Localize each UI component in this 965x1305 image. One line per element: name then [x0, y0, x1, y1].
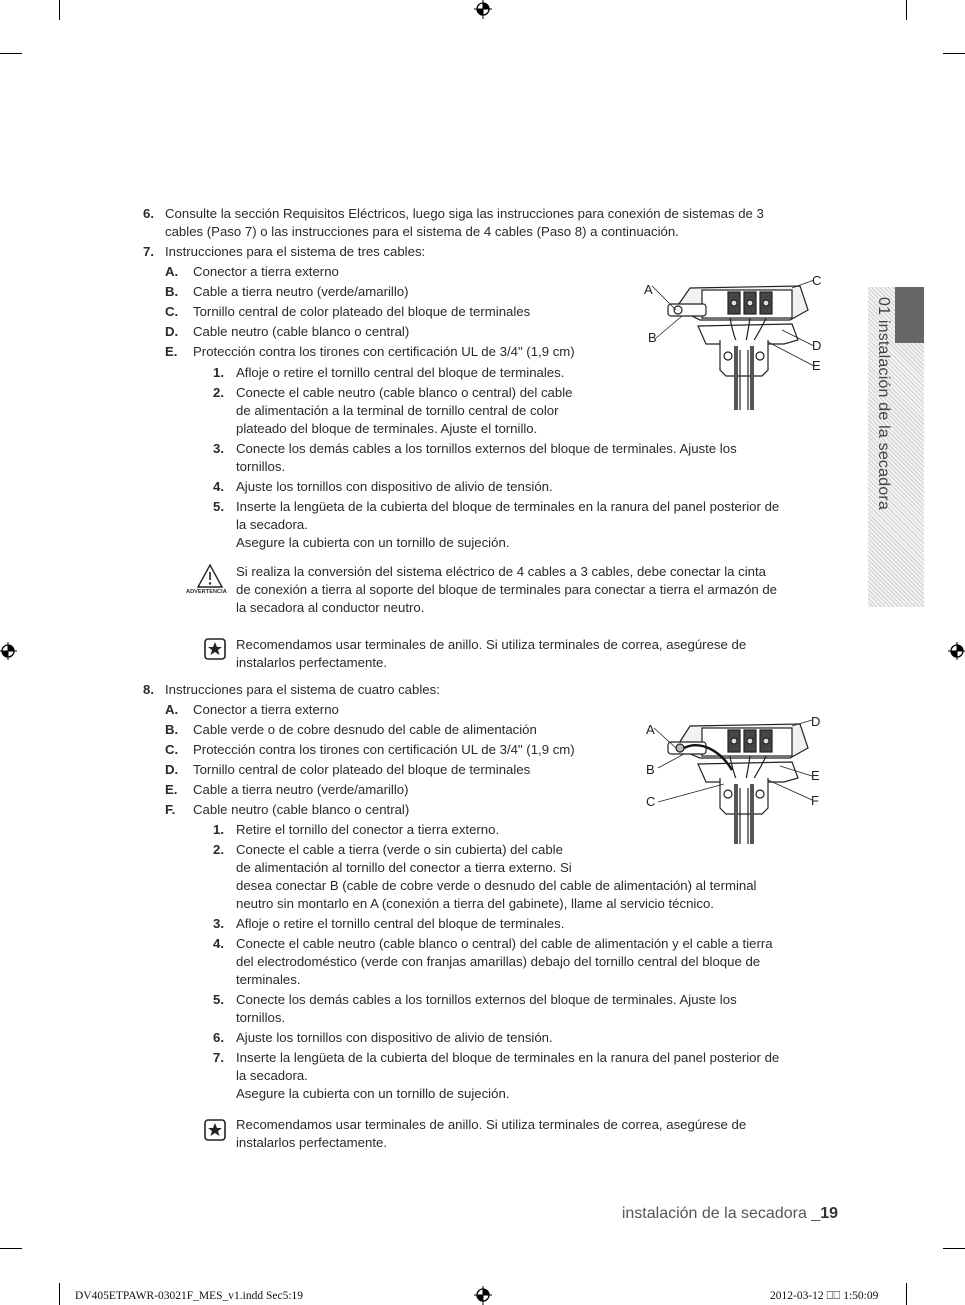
- part-text: Cable neutro (cable blanco o central): [193, 324, 410, 339]
- warning-label: ADVERTENCIA: [186, 589, 227, 595]
- part-text: Cable verde o de cobre desnudo del cable de alimentación: [193, 722, 537, 737]
- registration-mark-icon: [945, 640, 965, 662]
- substep-number: 4.: [213, 479, 224, 494]
- substep-text: plateado del bloque de terminales. Ajuste el tornillo.: [236, 421, 538, 436]
- substep-text: neutro sin montarlo en A (conexión a tierra del gabinete), llame al servicio técnico.: [236, 896, 714, 911]
- substep-text: Afloje o retire el tornillo central del bloque de terminales.: [236, 916, 565, 931]
- diagram-label: D: [812, 338, 822, 353]
- crop-mark: [59, 0, 60, 20]
- note-text: Recomendamos usar terminales de anillo. Si utiliza terminales de correa, asegúrese de: [236, 1117, 747, 1132]
- substep-number: 2.: [213, 385, 224, 400]
- substep-text: la secadora.: [236, 1068, 308, 1083]
- step-title: Instrucciones para el sistema de tres cables:: [165, 244, 426, 259]
- substep-number: 3.: [213, 916, 224, 931]
- part-letter: B.: [165, 722, 179, 737]
- substep-text: Conecte los demás cables a los tornillos externos del bloque de terminales. Ajuste los: [236, 441, 737, 456]
- part-text: Conector a tierra externo: [193, 264, 339, 279]
- substep-text: Retire el tornillo del conector a tierra externo.: [236, 822, 500, 837]
- note-text: instalarlos perfectamente.: [236, 1135, 387, 1150]
- part-letter: B.: [165, 284, 179, 299]
- part-letter: D.: [165, 324, 179, 339]
- part-text: Tornillo central de color plateado del bloque de terminales: [193, 762, 531, 777]
- part-text: Tornillo central de color plateado del bloque de terminales: [193, 304, 531, 319]
- substep-text: del electrodoméstico (verde con franjas amarillas) debajo del tornillo central del bloque de: [236, 954, 761, 969]
- substep-text: Conecte el cable neutro (cable blanco o central) del cable de alimentación y el cable a tierra: [236, 936, 773, 951]
- part-letter: E.: [165, 344, 178, 359]
- warning-text: la secadora al conductor neutro.: [236, 600, 425, 615]
- part-text: Cable a tierra neutro (verde/amarillo): [193, 284, 409, 299]
- substep-text: Inserte la lengüeta de la cubierta del bloque de terminales en la ranura del panel posterior de: [236, 1050, 780, 1065]
- substep-text: tornillos.: [236, 459, 286, 474]
- substep-number: 5.: [213, 992, 224, 1007]
- diagram-label: C: [646, 794, 656, 809]
- substep-text: tornillos.: [236, 1010, 286, 1025]
- part-text: Conector a tierra externo: [193, 702, 339, 717]
- substep-number: 7.: [213, 1050, 224, 1065]
- part-letter: F.: [165, 802, 176, 817]
- substep-number: 6.: [213, 1030, 224, 1045]
- substep-text: Conecte el cable a tierra (verde o sin cubierta) del cable: [236, 842, 563, 857]
- step-text: Consulte la sección Requisitos Eléctricos, luego siga las instrucciones para conexión de sistemas de 3: [165, 206, 764, 221]
- warning-text: Si realiza la conversión del sistema eléctrico de 4 cables a 3 cables, debe conectar la cinta: [236, 564, 766, 579]
- part-letter: C.: [165, 742, 179, 757]
- part-letter: D.: [165, 762, 179, 777]
- part-text: Cable a tierra neutro (verde/amarillo): [193, 782, 409, 797]
- part-text: Cable neutro (cable blanco o central): [193, 802, 410, 817]
- substep-number: 5.: [213, 499, 224, 514]
- part-letter: A.: [165, 702, 179, 717]
- substep-text: Conecte los demás cables a los tornillos externos del bloque de terminales. Ajuste los: [236, 992, 737, 1007]
- note-star-icon: [204, 637, 226, 661]
- step-title: Instrucciones para el sistema de cuatro cables:: [165, 682, 440, 697]
- substep-number: 2.: [213, 842, 224, 857]
- warning-text: de conexión a tierra al soporte del bloque de terminales para conectar a tierra el armazón de: [236, 582, 778, 597]
- side-tab-label: 01 instalación de la secadora: [875, 297, 892, 511]
- substep-text: desea conectar B (cable de cobre verde o desnudo del cable de alimentación) al terminal: [236, 878, 757, 893]
- diagram-label: E: [812, 358, 821, 373]
- diagram-label: A: [646, 722, 655, 737]
- diagram-label: E: [811, 768, 820, 783]
- diagram-label: B: [648, 330, 657, 345]
- step-number: 8.: [143, 682, 154, 697]
- registration-mark-icon: [472, 1285, 494, 1305]
- crop-mark: [906, 0, 907, 20]
- substep-text: Ajuste los tornillos con dispositivo de alivio de tensión.: [236, 479, 553, 494]
- page-footer: [560, 1205, 838, 1223]
- diagram-label: F: [811, 793, 819, 808]
- substep-text: de alimentación a la terminal de tornillo central de color: [236, 403, 559, 418]
- part-letter: A.: [165, 264, 179, 279]
- step-number: 6.: [143, 206, 154, 221]
- crop-mark: [943, 1248, 965, 1249]
- substep-text: Asegure la cubierta con un tornillo de sujeción.: [236, 535, 510, 550]
- four-wire-diagram: [640, 710, 830, 850]
- diagram-label: D: [811, 714, 821, 729]
- substep-text: Ajuste los tornillos con dispositivo de alivio de tensión.: [236, 1030, 553, 1045]
- substep-text: terminales.: [236, 972, 301, 987]
- crop-mark: [943, 53, 965, 54]
- page-number: 19: [820, 1205, 838, 1222]
- three-wire-diagram: [640, 270, 830, 420]
- substep-number: 4.: [213, 936, 224, 951]
- crop-mark: [0, 53, 22, 54]
- note-star-icon: [204, 1118, 226, 1142]
- substep-text: Conecte el cable neutro (cable blanco o central) del cable: [236, 385, 573, 400]
- step-number: 7.: [143, 244, 154, 259]
- part-text: Protección contra los tirones con certificación UL de 3/4" (1,9 cm): [193, 344, 575, 359]
- substep-text: Afloje o retire el tornillo central del bloque de terminales.: [236, 365, 565, 380]
- crop-mark: [59, 1283, 60, 1305]
- note-text: Recomendamos usar terminales de anillo. Si utiliza terminales de correa, asegúrese de: [236, 637, 747, 652]
- registration-mark-icon: [472, 0, 494, 20]
- substep-text: de alimentación al tornillo del conector a tierra externo. Si: [236, 860, 572, 875]
- warning-icon: [196, 563, 224, 589]
- print-file-info: DV405ETPAWR-03021F_MES_v1.indd Sec5:19: [75, 1290, 304, 1302]
- part-text: Protección contra los tirones con certificación UL de 3/4" (1,9 cm): [193, 742, 575, 757]
- substep-number: 3.: [213, 441, 224, 456]
- registration-mark-icon: [0, 640, 20, 662]
- side-tab-marker: [895, 287, 924, 343]
- part-letter: C.: [165, 304, 179, 319]
- step-text: cables (Paso 7) o las instrucciones para el sistema de 4 cables (Paso 8) a continuación.: [165, 224, 679, 239]
- crop-mark: [0, 1248, 22, 1249]
- substep-number: 1.: [213, 365, 224, 380]
- diagram-label: C: [812, 273, 822, 288]
- substep-text: Inserte la lengüeta de la cubierta del bloque de terminales en la ranura del panel posterior de: [236, 499, 780, 514]
- substep-text: Asegure la cubierta con un tornillo de sujeción.: [236, 1086, 510, 1101]
- print-date-info: 2012-03-12 ⎕⎕ 1:50:09: [770, 1290, 879, 1302]
- substep-text: la secadora.: [236, 517, 308, 532]
- substep-number: 1.: [213, 822, 224, 837]
- crop-mark: [906, 1283, 907, 1305]
- part-letter: E.: [165, 782, 178, 797]
- diagram-label: A: [644, 282, 653, 297]
- note-text: instalarlos perfectamente.: [236, 655, 387, 670]
- diagram-label: B: [646, 762, 655, 777]
- footer-section: instalación de la secadora _: [621, 1205, 821, 1222]
